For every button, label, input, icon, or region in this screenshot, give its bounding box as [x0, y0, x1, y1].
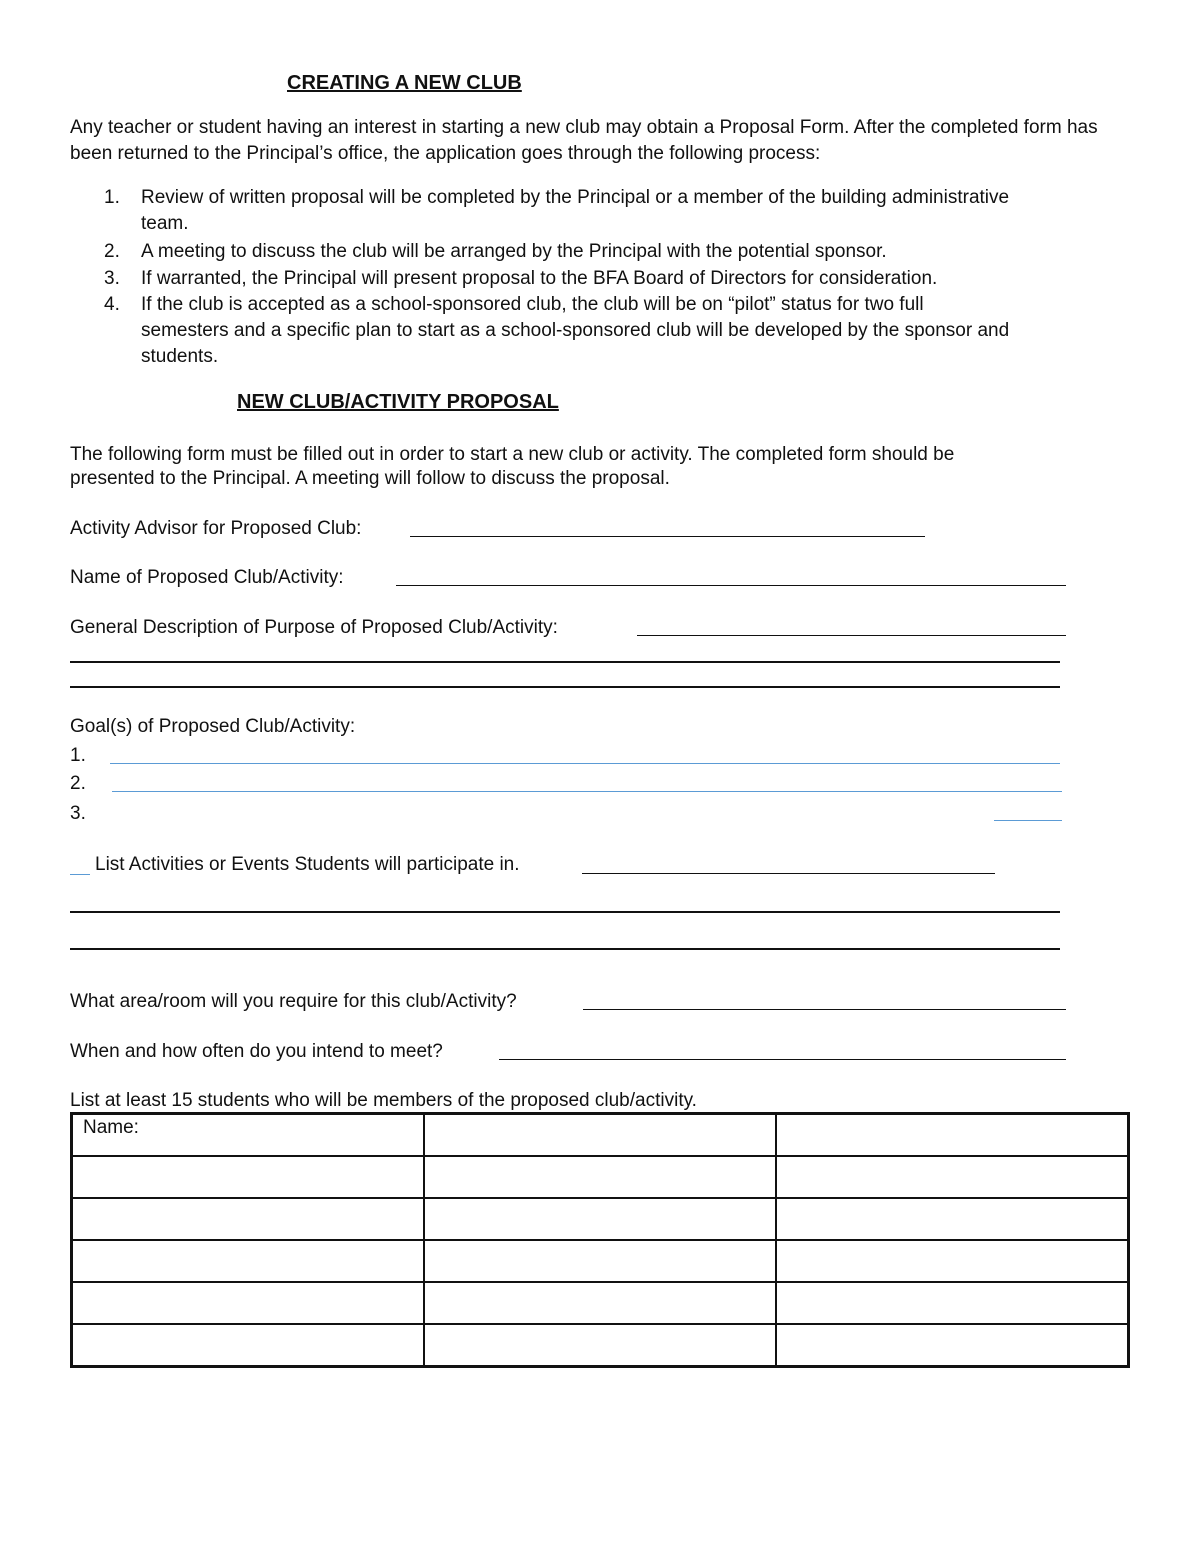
table-cell[interactable]	[776, 1156, 1128, 1198]
goals-label: Goal(s) of Proposed Club/Activity:	[70, 716, 356, 737]
club-name-label: Name of Proposed Club/Activity:	[70, 567, 344, 588]
table-cell[interactable]	[424, 1156, 776, 1198]
table-cell[interactable]	[424, 1240, 776, 1282]
activities-line-3[interactable]	[70, 948, 1060, 950]
heading-creating-new-club: CREATING A NEW CLUB	[287, 72, 522, 94]
table-cell[interactable]	[424, 1198, 776, 1240]
table-cell[interactable]	[72, 1282, 424, 1324]
goal-number-1: 1.	[70, 745, 86, 766]
table-cell[interactable]	[72, 1198, 424, 1240]
table-cell[interactable]	[776, 1282, 1128, 1324]
goal-3-input-line[interactable]	[994, 820, 1062, 821]
meet-input-line[interactable]	[499, 1059, 1066, 1060]
table-row	[72, 1156, 1129, 1198]
goal-number-2: 2.	[70, 773, 86, 794]
table-cell[interactable]	[72, 1156, 424, 1198]
process-item-number: 2.	[104, 241, 120, 262]
goal-1-input-line[interactable]	[110, 763, 1060, 764]
process-item-text: A meeting to discuss the club will be arranged by the Principal with the potential sponsor.	[141, 241, 887, 262]
table-cell[interactable]	[776, 1198, 1128, 1240]
intro-paragraph: Any teacher or student having an interest in starting a new club may obtain a Proposal Form. After the completed form has been returned to the Principal’s office, the application goes through the following process:	[70, 117, 1098, 164]
advisor-label: Activity Advisor for Proposed Club:	[70, 518, 362, 539]
table-row	[72, 1324, 1129, 1367]
process-item-number: 4.	[104, 294, 120, 315]
activities-label: List Activities or Events Students will participate in.	[95, 854, 520, 875]
process-item-text: If warranted, the Principal will present proposal to the BFA Board of Directors for consideration.	[141, 268, 938, 289]
table-cell[interactable]	[424, 1114, 776, 1157]
activities-input-line[interactable]	[582, 873, 995, 874]
process-item-number: 3.	[104, 268, 120, 289]
description-line-3[interactable]	[70, 686, 1060, 688]
room-input-line[interactable]	[583, 1009, 1066, 1010]
form-intro-paragraph: The following form must be filled out in order to start a new club or activity. The completed form should be presented to the Principal. A meeting will follow to discuss the proposal.	[70, 444, 955, 489]
table-cell[interactable]	[776, 1114, 1128, 1157]
room-label: What area/room will you require for this club/Activity?	[70, 991, 517, 1012]
club-name-input-line[interactable]	[396, 585, 1066, 586]
table-row	[72, 1282, 1129, 1324]
table-row	[72, 1240, 1129, 1282]
description-line-2[interactable]	[70, 661, 1060, 663]
table-row	[72, 1114, 1129, 1157]
students-label: List at least 15 students who will be members of the proposed club/activity.	[70, 1090, 697, 1111]
table-cell[interactable]	[72, 1240, 424, 1282]
description-label: General Description of Purpose of Proposed Club/Activity:	[70, 617, 558, 638]
process-item-text: Review of written proposal will be completed by the Principal or a member of the building administrative team.	[141, 187, 1010, 234]
goal-2-input-line[interactable]	[112, 791, 1062, 792]
members-table	[70, 1112, 1130, 1368]
table-cell[interactable]	[776, 1324, 1128, 1367]
process-item-text: If the club is accepted as a school-sponsored club, the club will be on “pilot” status for two full semesters and a specific plan to start as a school-sponsored club will be developed by the sponsor and students.	[141, 294, 1010, 367]
table-cell[interactable]	[424, 1282, 776, 1324]
process-item-number: 1.	[104, 187, 120, 208]
activities-checkbox-line[interactable]	[70, 874, 90, 875]
description-input-line[interactable]	[637, 635, 1066, 636]
table-row	[72, 1198, 1129, 1240]
meet-label: When and how often do you intend to meet?	[70, 1041, 443, 1062]
advisor-input-line[interactable]	[410, 536, 925, 537]
table-cell[interactable]	[72, 1324, 424, 1367]
goal-number-3: 3.	[70, 803, 86, 824]
table-cell[interactable]	[424, 1324, 776, 1367]
activities-line-2[interactable]	[70, 911, 1060, 913]
heading-new-club-proposal: NEW CLUB/ACTIVITY PROPOSAL	[237, 391, 559, 413]
table-cell-name-header[interactable]: Name:	[72, 1114, 424, 1157]
table-cell[interactable]	[776, 1240, 1128, 1282]
